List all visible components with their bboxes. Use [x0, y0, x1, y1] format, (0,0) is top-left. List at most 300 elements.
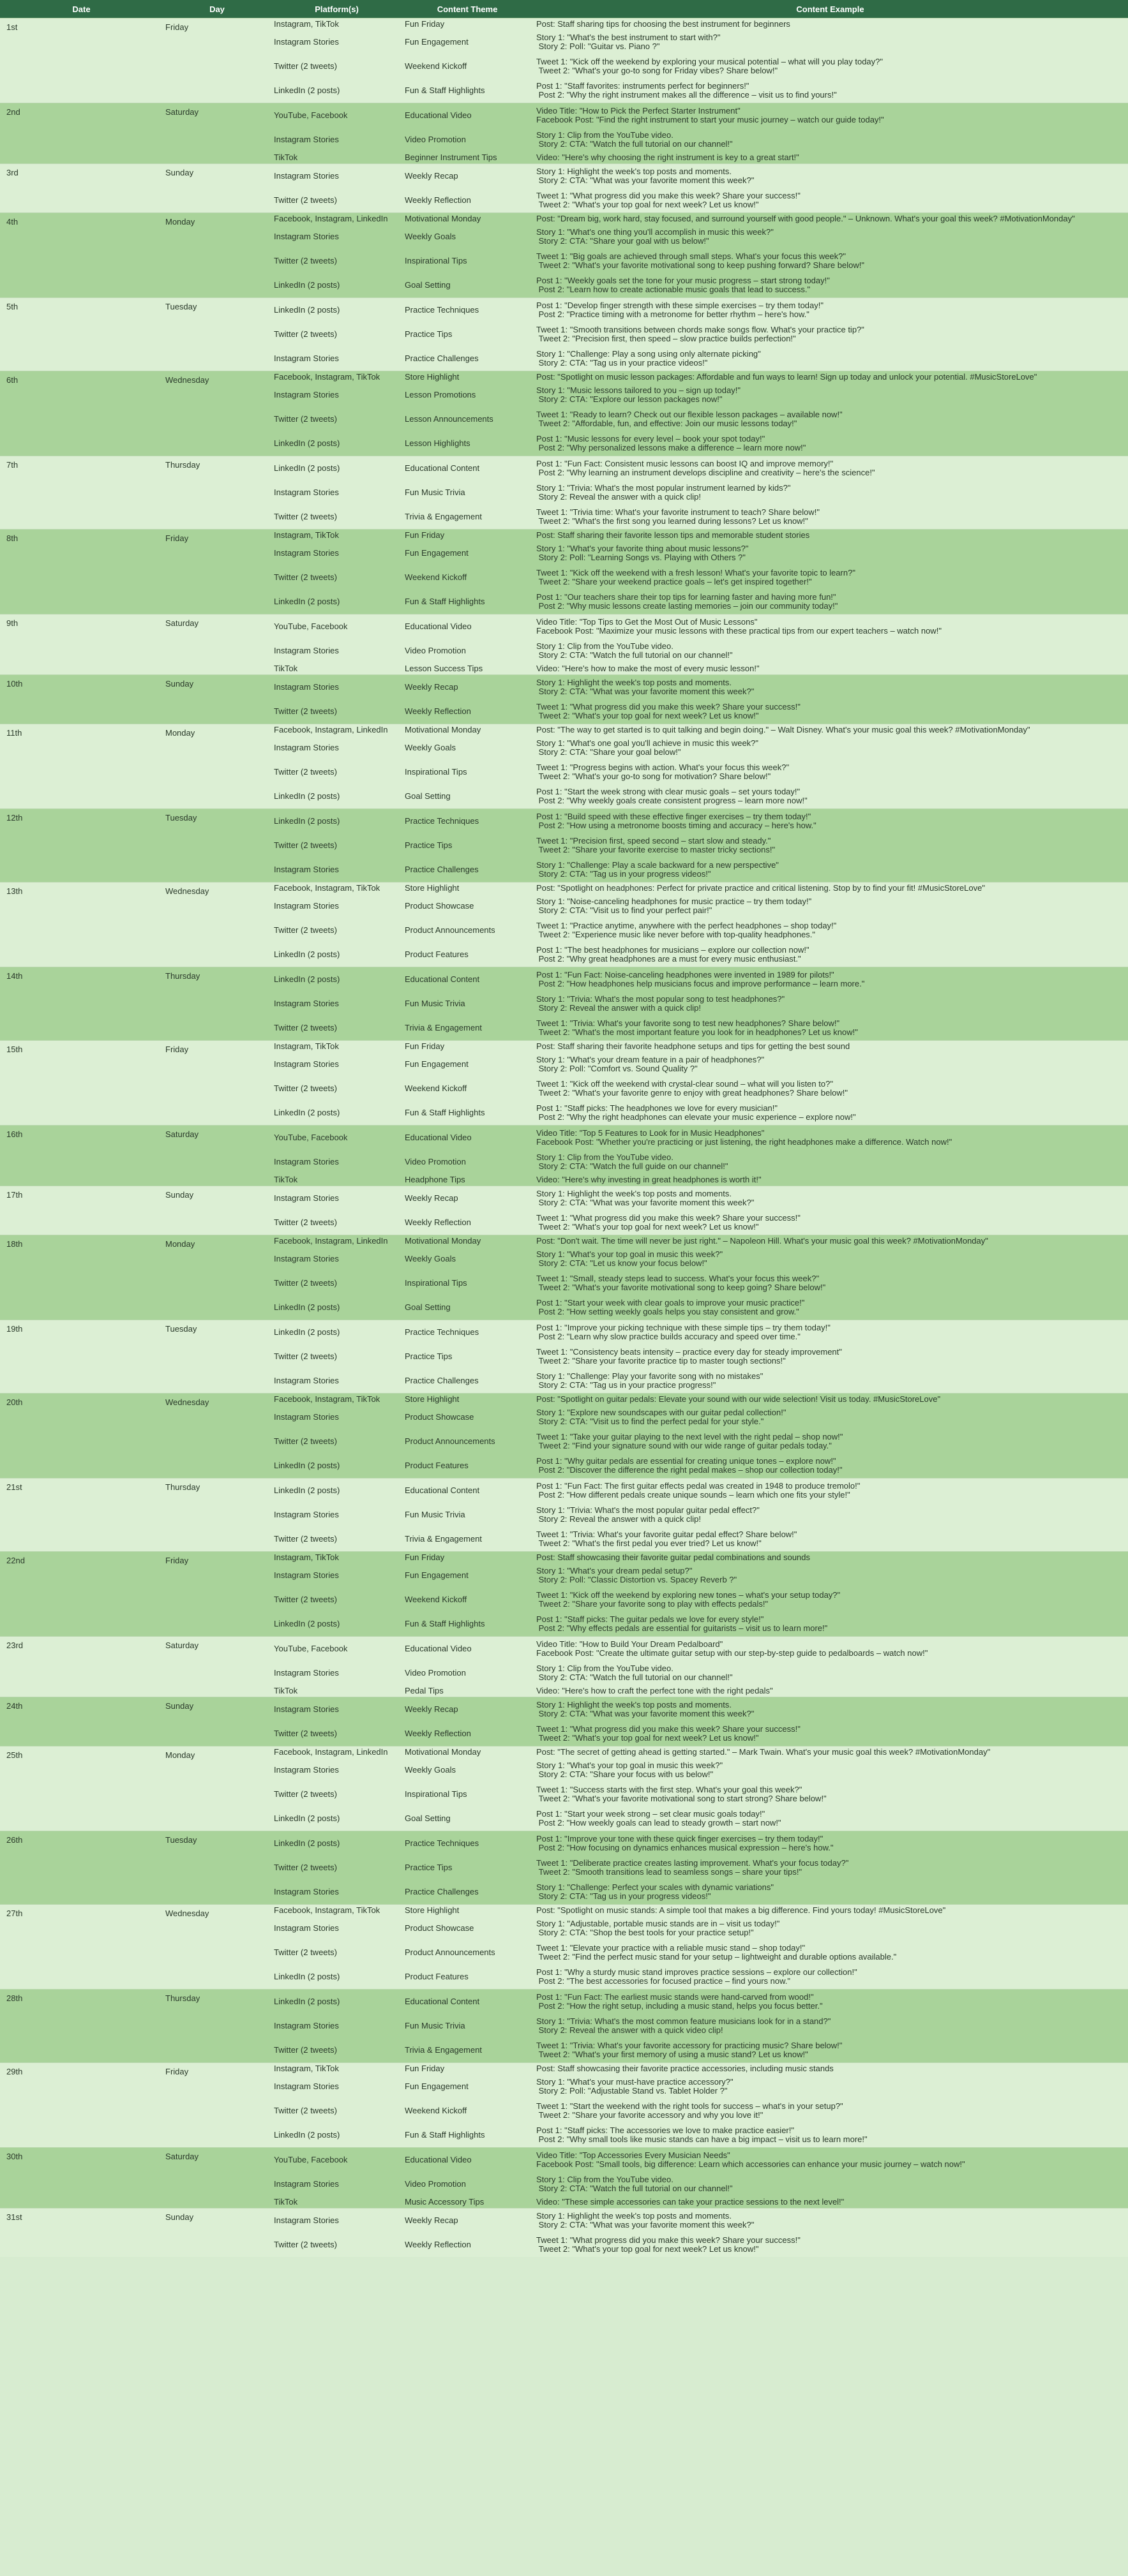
- platform-cell: TikTok: [274, 1175, 298, 1184]
- table-row: [271, 2172, 1128, 2196]
- platform-cell: LinkedIn (2 posts): [274, 280, 340, 290]
- platform-cell: YouTube, Facebook: [274, 110, 348, 120]
- theme-cell: Fun Music Trivia: [405, 488, 465, 497]
- platform-cell: Facebook, Instagram, TikTok: [274, 372, 380, 382]
- content-cell: Post: Staff sharing tips for choosing the best instrument for beginners: [536, 19, 790, 29]
- table-row: [271, 663, 1128, 674]
- theme-cell: Goal Setting: [405, 1302, 451, 1312]
- theme-cell: Weekly Goals: [405, 1765, 456, 1775]
- platform-cell: Facebook, Instagram, LinkedIn: [274, 725, 388, 734]
- platform-cell: Instagram, TikTok: [274, 2064, 339, 2073]
- table-row: [271, 724, 1128, 736]
- theme-cell: Weekly Recap: [405, 171, 458, 181]
- theme-cell: Motivational Monday: [405, 725, 481, 734]
- table-row: [271, 992, 1128, 1016]
- content-cell: Story 1: "What's your top goal in music this week?" Story 2: CTA: "Let us know your focus below!": [536, 1249, 723, 1268]
- table-row: [271, 249, 1128, 273]
- platform-cell: LinkedIn (2 posts): [274, 1813, 340, 1823]
- platform-cell: Twitter (2 tweets): [274, 572, 337, 582]
- day-cell: Saturday: [165, 1641, 199, 1650]
- table-row: [271, 1612, 1128, 1636]
- table-row: [271, 1563, 1128, 1588]
- platform-cell: Instagram Stories: [274, 1765, 339, 1775]
- table-row: [271, 371, 1128, 383]
- content-cell: Post 1: "Staff favorites: instruments perfect for beginners!" Post 2: "Why the right instrument makes all the difference – visit us to find yours!": [536, 81, 837, 100]
- content-cell: Post 1: "Fun Fact: Consistent music lessons can boost IQ and improve memory!" Post 2: "Why learning an instrument develops discipline and creativity – here's the science!": [536, 459, 875, 477]
- platform-cell: Twitter (2 tweets): [274, 329, 337, 339]
- content-cell: Tweet 1: "Big goals are achieved through small steps. What's your focus this week?" Tweet 2: "What's your favorite motivational song to keep pushing forward? Share below!": [536, 251, 864, 270]
- platform-cell: Instagram Stories: [274, 1570, 339, 1580]
- table-row: [271, 1052, 1128, 1076]
- platform-cell: Twitter (2 tweets): [274, 2106, 337, 2115]
- theme-cell: Product Showcase: [405, 1412, 474, 1422]
- content-cell: Tweet 1: "Practice anytime, anywhere with the perfect headphones – shop today!" Tweet 2: "Experience music like never before with top-quality headphones.": [536, 921, 837, 939]
- day-cell: Monday: [165, 1239, 195, 1249]
- date-cell: 7th: [6, 460, 19, 470]
- content-cell: Tweet 1: "Trivia: What's your favorite accessory for practicing music? Share below!" Tweet 2: "What's your first memory of using a music stand? Let us know!": [536, 2041, 843, 2059]
- platform-cell: Twitter (2 tweets): [274, 61, 337, 71]
- table-row: [271, 736, 1128, 760]
- table-row: [271, 541, 1128, 565]
- table-row: [271, 2208, 1128, 2233]
- content-cell: Post 1: "Why a sturdy music stand improves practice sessions – explore our collection!" Post 2: "The best accessories for focused practice – find yours now.": [536, 1967, 857, 1986]
- platform-cell: Instagram, TikTok: [274, 1552, 339, 1562]
- platform-cell: Instagram Stories: [274, 1668, 339, 1678]
- table-row: [271, 2196, 1128, 2208]
- table-row: [271, 298, 1128, 322]
- platform-cell: Twitter (2 tweets): [274, 512, 337, 521]
- content-cell: Post 1: "Develop finger strength with these simple exercises – try them today!" Post 2: "Practice timing with a metronome for better rhythm – here's how.": [536, 301, 823, 319]
- table-row: [271, 1503, 1128, 1527]
- day-group: [0, 1125, 1128, 1186]
- theme-cell: Weekly Reflection: [405, 2240, 471, 2249]
- platform-cell: LinkedIn (2 posts): [274, 1302, 340, 1312]
- theme-cell: Product Features: [405, 949, 469, 959]
- content-cell: Tweet 1: "Trivia: What's your favorite song to test new headphones? Share below!" Tweet 2: "What's the most important feature you look for in headphones? Let us know!": [536, 1018, 858, 1037]
- table-row: [271, 346, 1128, 371]
- content-cell: Tweet 1: "Start the weekend with the right tools for success – what's in your setup?" Tweet 2: "Share your favorite accessory and why you love it!": [536, 2101, 843, 2120]
- theme-cell: Fun Engagement: [405, 1059, 469, 1069]
- date-cell: 3rd: [6, 168, 19, 177]
- table-row: [271, 1940, 1128, 1965]
- day-cell: Wednesday: [165, 375, 209, 385]
- header-day: Day: [209, 4, 225, 14]
- table-row: [271, 809, 1128, 833]
- content-cell: Tweet 1: "What progress did you make this week? Share your success!" Tweet 2: "What's your top goal for next week? Let us know!": [536, 702, 801, 720]
- table-row: [271, 103, 1128, 128]
- content-cell: Story 1: "Trivia: What's the most popular song to test headphones?" Story 2: Reveal the answer with a quick clip!: [536, 994, 785, 1013]
- theme-cell: Store Highlight: [405, 1394, 460, 1404]
- theme-cell: Fun Engagement: [405, 1570, 469, 1580]
- theme-cell: Educational Content: [405, 463, 480, 473]
- content-cell: Video Title: "Top Accessories Every Musician Needs" Facebook Post: "Small tools, big difference: Learn which accessories can enhance your music journey – watch now!": [536, 2150, 965, 2169]
- platform-cell: LinkedIn (2 posts): [274, 974, 340, 984]
- date-cell: 10th: [6, 679, 23, 689]
- platform-cell: Facebook, Instagram, LinkedIn: [274, 214, 388, 223]
- date-cell: 15th: [6, 1045, 23, 1054]
- table-row: [271, 2148, 1128, 2172]
- day-cell: Sunday: [165, 679, 194, 689]
- table-row: [271, 833, 1128, 858]
- content-cell: Story 1: "Explore new soundscapes with our guitar pedal collection!" Story 2: CTA: "Visit us to find the perfect pedal for your style.": [536, 1408, 786, 1426]
- content-cell: Tweet 1: "Smooth transitions between chords make songs flow. What's your practice tip?" Tweet 2: "Precision first, then speed – slow practice builds perfection!": [536, 325, 864, 343]
- platform-cell: LinkedIn (2 posts): [274, 597, 340, 606]
- day-group: [0, 808, 1128, 882]
- header-date: Date: [72, 4, 91, 14]
- platform-cell: Instagram Stories: [274, 1704, 339, 1714]
- theme-cell: Video Promotion: [405, 1157, 466, 1166]
- table-row: [271, 675, 1128, 699]
- table-row: [271, 273, 1128, 297]
- date-cell: 20th: [6, 1397, 23, 1407]
- day-cell: Thursday: [165, 1482, 200, 1492]
- platform-cell: Instagram Stories: [274, 865, 339, 874]
- theme-cell: Educational Content: [405, 974, 480, 984]
- content-cell: Video: "Here's how to craft the perfect tone with the right pedals": [536, 1686, 773, 1695]
- date-cell: 24th: [6, 1701, 23, 1711]
- content-cell: Post 1: "Start the week strong with clear music goals – set yours today!" Post 2: "Why weekly goals create consistent progress – learn more now!": [536, 787, 808, 805]
- table-row: [271, 967, 1128, 992]
- table-row: [271, 1076, 1128, 1101]
- table-row: [271, 1758, 1128, 1782]
- theme-cell: Fun & Staff Highlights: [405, 86, 485, 95]
- content-cell: Tweet 1: "Consistency beats intensity – practice every day for steady improvement" Tweet 2: "Share your favorite practice tip to master tough sections!": [536, 1347, 842, 1366]
- theme-cell: Beginner Instrument Tips: [405, 153, 497, 162]
- platform-cell: Instagram Stories: [274, 2179, 339, 2189]
- theme-cell: Educational Video: [405, 1133, 472, 1142]
- table-row: [271, 1905, 1128, 1916]
- table-row: [271, 456, 1128, 480]
- day-cell: Wednesday: [165, 886, 209, 896]
- table-row: [271, 1150, 1128, 1174]
- theme-cell: Product Announcements: [405, 1947, 495, 1957]
- content-cell: Post 1: "Start your week with clear goals to improve your music practice!" Post 2: "How setting weekly goals helps you stay consistent and grow.": [536, 1298, 805, 1316]
- platform-cell: LinkedIn (2 posts): [274, 438, 340, 448]
- table-row: [271, 1101, 1128, 1125]
- platform-cell: Twitter (2 tweets): [274, 1023, 337, 1032]
- content-cell: Post: "The way to get started is to quit talking and begin doing." – Walt Disney. What's your music goal this week? #MotivationMonday": [536, 725, 1030, 734]
- theme-cell: Weekly Goals: [405, 232, 456, 241]
- theme-cell: Practice Challenges: [405, 865, 479, 874]
- theme-cell: Practice Techniques: [405, 305, 479, 315]
- theme-cell: Product Showcase: [405, 901, 474, 911]
- day-cell: Friday: [165, 1045, 189, 1054]
- content-cell: Post 1: "Build speed with these effective finger exercises – try them today!" Post 2: "How using a metronome boosts timing and accuracy – here's how.": [536, 812, 816, 830]
- platform-cell: YouTube, Facebook: [274, 1644, 348, 1653]
- theme-cell: Weekly Recap: [405, 682, 458, 692]
- date-cell: 17th: [6, 1190, 23, 1200]
- date-cell: 22nd: [6, 1556, 25, 1565]
- day-group: [0, 297, 1128, 371]
- platform-cell: Instagram Stories: [274, 1059, 339, 1069]
- platform-cell: Twitter (2 tweets): [274, 1947, 337, 1957]
- theme-cell: Practice Challenges: [405, 1376, 479, 1385]
- day-cell: Friday: [165, 1556, 189, 1565]
- day-group: [0, 1040, 1128, 1125]
- day-group: [0, 1186, 1128, 1235]
- theme-cell: Fun & Staff Highlights: [405, 597, 485, 606]
- day-group: [0, 103, 1128, 163]
- theme-cell: Fun Friday: [405, 1552, 445, 1562]
- table-row: [271, 19, 1128, 30]
- table-row: [271, 639, 1128, 663]
- platform-cell: TikTok: [274, 1686, 298, 1695]
- platform-cell: Facebook, Instagram, TikTok: [274, 1905, 380, 1915]
- platform-cell: Facebook, Instagram, LinkedIn: [274, 1747, 388, 1757]
- theme-cell: Weekly Reflection: [405, 706, 471, 716]
- content-cell: Story 1: "Adjustable, portable music stands are in – visit us today!" Story 2: CTA: "Shop the best tools for your practice setup!": [536, 1919, 780, 1937]
- theme-cell: Fun Friday: [405, 19, 445, 29]
- table-row: [271, 2014, 1128, 2038]
- theme-cell: Goal Setting: [405, 280, 451, 290]
- content-cell: Tweet 1: "Deliberate practice creates lasting improvement. What's your focus today?" Tweet 2: "Smooth transitions lead to seamless songs – share your tips!": [536, 1858, 849, 1877]
- table-row: [271, 1685, 1128, 1697]
- theme-cell: Educational Video: [405, 2155, 472, 2164]
- platform-cell: LinkedIn (2 posts): [274, 791, 340, 801]
- day-group: [0, 2147, 1128, 2208]
- theme-cell: Product Features: [405, 1972, 469, 1981]
- table-row: [271, 164, 1128, 188]
- platform-cell: TikTok: [274, 664, 298, 673]
- platform-cell: LinkedIn (2 posts): [274, 1327, 340, 1337]
- date-cell: 16th: [6, 1129, 23, 1139]
- day-group: [0, 212, 1128, 297]
- theme-cell: Weekly Reflection: [405, 1729, 471, 1738]
- content-cell: Post 1: "The best headphones for musicians – explore our collection now!" Post 2: "Why great headphones are a must for every music enthusiast.": [536, 945, 809, 964]
- day-cell: Thursday: [165, 460, 200, 470]
- theme-cell: Inspirational Tips: [405, 256, 467, 265]
- day-group: [0, 1904, 1128, 1989]
- day-cell: Saturday: [165, 618, 199, 628]
- platform-cell: Twitter (2 tweets): [274, 1351, 337, 1361]
- theme-cell: Fun Friday: [405, 1041, 445, 1051]
- content-cell: Post: "The secret of getting ahead is getting started." – Mark Twain. What's your music goal this week? #MotivationMonday": [536, 1747, 991, 1757]
- date-cell: 8th: [6, 533, 19, 543]
- content-cell: Tweet 1: "What progress did you make this week? Share your success!" Tweet 2: "What's your top goal for next week? Let us know!": [536, 1724, 801, 1743]
- table-row: [271, 1722, 1128, 1746]
- content-cell: Tweet 1: "Kick off the weekend by exploring your musical potential – what will you play today?" Tweet 2: "What's your go-to song for Friday vibes? Share below!": [536, 57, 884, 75]
- table-row: [271, 1210, 1128, 1235]
- table-row: [271, 565, 1128, 590]
- content-cell: Tweet 1: "Success starts with the first step. What's your goal this week?" Tweet 2: "What's your favorite motivational song to start strong? Share below!": [536, 1785, 827, 1803]
- day-cell: Sunday: [165, 1701, 194, 1711]
- content-cell: Post: Staff sharing their favorite lesson tips and memorable student stories: [536, 530, 810, 540]
- table-row: [271, 1990, 1128, 2014]
- table-row: [271, 1247, 1128, 1271]
- platform-cell: Instagram Stories: [274, 2215, 339, 2225]
- table-row: [271, 2123, 1128, 2147]
- theme-cell: Fun Music Trivia: [405, 999, 465, 1008]
- content-cell: Story 1: Highlight the week's top posts and moments. Story 2: CTA: "What was your favorite moment this week?": [536, 167, 755, 185]
- platform-cell: Instagram Stories: [274, 1193, 339, 1203]
- theme-cell: Practice Techniques: [405, 1838, 479, 1848]
- content-cell: Post 1: "Staff picks: The guitar pedals we love for every style!" Post 2: "Why effects pedals are essential for guitarists – visit us to learn more!": [536, 1614, 828, 1633]
- table-row: [271, 322, 1128, 346]
- platform-cell: Twitter (2 tweets): [274, 1595, 337, 1604]
- table-row: [271, 1429, 1128, 1454]
- table-row: [271, 590, 1128, 614]
- theme-cell: Practice Techniques: [405, 816, 479, 826]
- theme-cell: Product Features: [405, 1461, 469, 1470]
- table-row: [271, 2074, 1128, 2099]
- day-cell: Tuesday: [165, 1835, 197, 1845]
- table-row: [271, 1831, 1128, 1856]
- table-row: [271, 78, 1128, 103]
- content-cell: Story 1: Clip from the YouTube video. Story 2: CTA: "Watch the full tutorial on our channel!": [536, 641, 733, 660]
- date-cell: 18th: [6, 1239, 23, 1249]
- date-cell: 30th: [6, 2152, 23, 2161]
- content-cell: Tweet 1: "Ready to learn? Check out our flexible lesson packages – available now!" Tweet 2: "Affordable, fun, and effective: Join our music lessons today!": [536, 410, 843, 428]
- day-cell: Friday: [165, 22, 189, 32]
- platform-cell: Twitter (2 tweets): [274, 1789, 337, 1799]
- theme-cell: Fun Friday: [405, 530, 445, 540]
- platform-cell: Instagram Stories: [274, 1157, 339, 1166]
- platform-cell: Instagram, TikTok: [274, 530, 339, 540]
- theme-cell: Practice Challenges: [405, 1887, 479, 1896]
- table-row: [271, 225, 1128, 249]
- theme-cell: Weekly Reflection: [405, 195, 471, 205]
- content-cell: Tweet 1: "Elevate your practice with a reliable music stand – shop today!" Tweet 2: "Find the perfect music stand for your setup – lightweight and durable options available.": [536, 1943, 897, 1962]
- content-cell: Post: "Spotlight on guitar pedals: Elevate your sound with our wide selection! Visit us today. #MusicStoreLove": [536, 1394, 941, 1404]
- platform-cell: Instagram Stories: [274, 682, 339, 692]
- content-cell: Post: "Spotlight on headphones: Perfect for private practice and critical listening. Stop by to find your fit! #MusicStoreLove": [536, 883, 985, 893]
- theme-cell: Product Showcase: [405, 1923, 474, 1933]
- theme-cell: Inspirational Tips: [405, 1278, 467, 1288]
- theme-cell: Product Announcements: [405, 1436, 495, 1446]
- theme-cell: Trivia & Engagement: [405, 512, 482, 521]
- table-row: [271, 1041, 1128, 1052]
- theme-cell: Trivia & Engagement: [405, 1534, 482, 1544]
- theme-cell: Motivational Monday: [405, 1747, 481, 1757]
- content-cell: Tweet 1: "Trivia time: What's your favorite instrument to teach? Share below!" Tweet 2: "What's the first song you learned during lessons? Let us know!": [536, 507, 820, 526]
- theme-cell: Educational Video: [405, 1644, 472, 1653]
- table-row: [271, 1697, 1128, 1722]
- table-row: [271, 2233, 1128, 2257]
- platform-cell: Twitter (2 tweets): [274, 1278, 337, 1288]
- table-row: [271, 942, 1128, 967]
- table-row: [271, 1806, 1128, 1831]
- date-cell: 29th: [6, 2067, 23, 2076]
- platform-cell: YouTube, Facebook: [274, 2155, 348, 2164]
- date-cell: 28th: [6, 1993, 23, 2003]
- theme-cell: Weekly Recap: [405, 1704, 458, 1714]
- platform-cell: LinkedIn (2 posts): [274, 1997, 340, 2006]
- platform-cell: Twitter (2 tweets): [274, 1217, 337, 1227]
- content-cell: Tweet 1: "Trivia: What's your favorite guitar pedal effect? Share below!" Tweet 2: "What's the first pedal you ever tried? Let us know!": [536, 1530, 797, 1548]
- platform-cell: Instagram Stories: [274, 354, 339, 363]
- platform-cell: Instagram Stories: [274, 1510, 339, 1519]
- content-cell: Video Title: "How to Build Your Dream Pedalboard" Facebook Post: "Create the ultimate guitar setup with our step-by-step guide to pedalboards – watch now!": [536, 1639, 928, 1658]
- platform-cell: Twitter (2 tweets): [274, 840, 337, 850]
- table-row: [271, 1369, 1128, 1393]
- day-group: [0, 967, 1128, 1040]
- content-cell: Story 1: "What's your must-have practice accessory?" Story 2: Poll: "Adjustable Stand vs. Tablet Holder ?": [536, 2077, 733, 2096]
- table-row: [271, 407, 1128, 431]
- table-row: [271, 1271, 1128, 1295]
- theme-cell: Video Promotion: [405, 135, 466, 144]
- content-cell: Video Title: "How to Pick the Perfect Starter Instrument" Facebook Post: "Find the right instrument to start your music journey – watch our guide today!": [536, 106, 884, 124]
- date-cell: 6th: [6, 375, 19, 385]
- content-cell: Tweet 1: "Kick off the weekend with a fresh lesson! What's your favorite topic to learn?" Tweet 2: "Share your weekend practice goals – let's get inspired together!": [536, 568, 855, 586]
- table-row: [271, 882, 1128, 894]
- theme-cell: Weekend Kickoff: [405, 1595, 467, 1604]
- theme-cell: Headphone Tips: [405, 1175, 465, 1184]
- date-cell: 14th: [6, 971, 23, 981]
- platform-cell: LinkedIn (2 posts): [274, 1972, 340, 1981]
- table-row: [271, 480, 1128, 505]
- content-cell: Post: "Spotlight on music stands: A simple tool that makes a big difference. Find yours today! #MusicStoreLove": [536, 1905, 946, 1915]
- platform-cell: Twitter (2 tweets): [274, 706, 337, 716]
- platform-cell: LinkedIn (2 posts): [274, 1619, 340, 1628]
- content-cell: Post 1: "Start your week strong – set clear music goals today!" Post 2: "How weekly goals can lead to steady growth – start now!": [536, 1809, 781, 1828]
- platform-cell: Instagram Stories: [274, 999, 339, 1008]
- day-group: [0, 371, 1128, 456]
- content-cell: Video Title: "Top 5 Features to Look for in Music Headphones" Facebook Post: "Whether you're practicing or just listening, the right headphones make a difference. Watch now!": [536, 1128, 952, 1147]
- platform-cell: Twitter (2 tweets): [274, 2045, 337, 2055]
- theme-cell: Store Highlight: [405, 372, 460, 382]
- content-cell: Story 1: "What's your dream feature in a pair of headphones?" Story 2: Poll: "Comfort vs. Sound Quality ?": [536, 1055, 765, 1073]
- day-cell: Sunday: [165, 2212, 194, 2222]
- theme-cell: Fun Engagement: [405, 548, 469, 558]
- date-cell: 25th: [6, 1750, 23, 1760]
- theme-cell: Lesson Announcements: [405, 414, 493, 424]
- platform-cell: LinkedIn (2 posts): [274, 86, 340, 95]
- theme-cell: Fun Friday: [405, 2064, 445, 2073]
- date-cell: 31st: [6, 2212, 22, 2222]
- day-group: [0, 1551, 1128, 1636]
- theme-cell: Educational Video: [405, 622, 472, 631]
- theme-cell: Fun Engagement: [405, 2081, 469, 2091]
- date-cell: 26th: [6, 1835, 23, 1845]
- day-group: [0, 18, 1128, 103]
- table-row: [271, 1186, 1128, 1210]
- table-row: [271, 505, 1128, 529]
- date-cell: 21st: [6, 1482, 22, 1492]
- day-cell: Monday: [165, 1750, 195, 1760]
- table-row: [271, 1965, 1128, 1989]
- platform-cell: Twitter (2 tweets): [274, 767, 337, 777]
- day-cell: Saturday: [165, 2152, 199, 2161]
- theme-cell: Weekend Kickoff: [405, 2106, 467, 2115]
- content-cell: Tweet 1: "Small, steady steps lead to success. What's your focus this week?" Tweet 2: "What's your favorite motivational song to keep going? Share below!": [536, 1274, 826, 1292]
- platform-cell: Instagram Stories: [274, 1887, 339, 1896]
- theme-cell: Practice Tips: [405, 329, 453, 339]
- table-row: [271, 2063, 1128, 2074]
- content-cell: Tweet 1: "Kick off the weekend by exploring new tones – what's your setup today?" Tweet 2: "Share your favorite song to play with effects pedals!": [536, 1590, 841, 1609]
- theme-cell: Store Highlight: [405, 1905, 460, 1915]
- table-row: [271, 918, 1128, 942]
- platform-cell: Instagram Stories: [274, 1254, 339, 1263]
- theme-cell: Practice Tips: [405, 1351, 453, 1361]
- table-row: [271, 431, 1128, 456]
- content-cell: Post 1: "Improve your picking technique with these simple tips – try them today!" Post 2: "Learn why slow practice builds accuracy and speed over time.": [536, 1323, 831, 1341]
- platform-cell: Instagram Stories: [274, 548, 339, 558]
- table-row: [271, 784, 1128, 808]
- content-cell: Tweet 1: "What progress did you make this week? Share your success!" Tweet 2: "What's your top goal for next week? Let us know!": [536, 191, 801, 209]
- day-cell: Tuesday: [165, 302, 197, 311]
- date-cell: 4th: [6, 217, 19, 227]
- platform-cell: Twitter (2 tweets): [274, 256, 337, 265]
- day-cell: Thursday: [165, 1993, 200, 2003]
- content-cell: Post 1: "Fun Fact: The first guitar effects pedal was created in 1948 to produce tremolo!" Post 2: "How different pedals create unique sounds – learn which one fits your style!": [536, 1481, 861, 1500]
- content-cell: Post 1: "Why guitar pedals are essential for creating unique tones – explore now!" Post 2: "Discover the difference the right pedal makes – shop our collection today!": [536, 1456, 843, 1475]
- day-group: [0, 529, 1128, 614]
- day-group: [0, 1320, 1128, 1393]
- content-cell: Story 1: "What's your favorite thing about music lessons?" Story 2: Poll: "Learning Songs vs. Playing with Others ?": [536, 544, 749, 562]
- day-group: [0, 456, 1128, 529]
- day-cell: Wednesday: [165, 1909, 209, 1918]
- content-cell: Video Title: "Top Tips to Get the Most Out of Music Lessons" Facebook Post: "Maximize your music lessons with these practical tips from our expert teachers – watch now!": [536, 617, 942, 636]
